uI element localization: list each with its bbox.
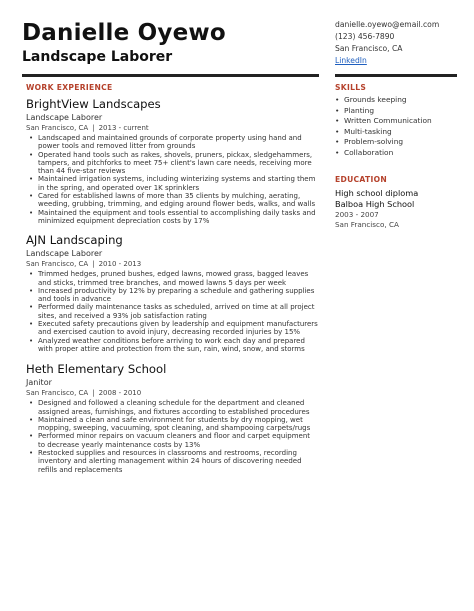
job-bullet: • Executed safety precautions given by leadership and equipment manufacturers and exercised caution to avoid injury, decreasing recorded injuries by 15% — [26, 320, 318, 337]
job-meta: San Francisco, CA | 2010 - 2013 — [26, 260, 142, 269]
job-bullet: • Cared for established lawns of more than 35 clients by mulching, aerating, weeding, grubbing, trimming, and edging around flower beds, walks, and walls — [26, 192, 318, 209]
skill-item: • Written Communication — [335, 116, 457, 127]
side-column — [335, 82, 457, 230]
job-bullet: • Restocked supplies and resources in classrooms and restrooms, recording inventory and alerting management within 24 hours of discovering needed refills and replacements — [26, 449, 318, 474]
skills-list — [335, 95, 457, 158]
job-bullet: • Maintained irrigation systems, including winterizing systems and starting them in the spring, and operated over 1K sprinklers — [26, 175, 318, 192]
skills-heading: SKILLS — [335, 83, 367, 92]
job-company: AJN Landscaping — [26, 233, 123, 248]
job-location: San Francisco, CA — [26, 389, 89, 398]
candidate-name: Danielle Oyewo — [22, 20, 226, 46]
resume-header — [22, 20, 312, 66]
header-divider-left — [22, 74, 319, 77]
job-bullets — [26, 270, 318, 353]
main-column — [26, 82, 318, 474]
job-entry — [26, 97, 318, 225]
contact-email[interactable]: danielle.oyewo@email.com — [335, 20, 440, 29]
skill-item: • Planting — [335, 106, 457, 117]
job-meta: San Francisco, CA | 2008 - 2010 — [26, 389, 142, 398]
job-dates: 2008 - 2010 — [98, 389, 142, 398]
job-bullets — [26, 399, 318, 474]
education-location: San Francisco, CA — [335, 220, 399, 229]
job-role: Janitor — [26, 378, 52, 388]
skill-item: • Problem-solving — [335, 137, 457, 148]
job-role: Landscape Laborer — [26, 249, 103, 259]
header-divider-right — [335, 74, 457, 77]
job-bullet: • Trimmed hedges, pruned bushes, edged lawns, mowed grass, bagged leaves and sticks, trimmed tree branches, and mowed lawns 5 days per week — [26, 270, 318, 287]
job-bullet: • Maintained a clean and safe environment for students by dry mopping, wet mopping, sweeping, vacuuming, spot cleaning, and shampooing carpets/rugs — [26, 416, 318, 433]
job-bullet: • Landscaped and maintained grounds of corporate property using hand and power tools and removed litter from grounds — [26, 134, 318, 151]
job-entry — [26, 362, 318, 474]
job-bullet: • Operated hand tools such as rakes, shovels, pruners, pickax, sledgehammers, tampers, and pitchforks to meet 75+ client's lawn care needs, receiving more than 44 five-star reviews — [26, 151, 318, 176]
job-company: BrightView Landscapes — [26, 97, 161, 111]
job-bullet: • Designed and followed a cleaning schedule for the department and cleaned assigned areas, furnishings, and fixtures according to established procedures — [26, 399, 318, 416]
skill-item: • Multi-tasking — [335, 127, 457, 138]
job-location: San Francisco, CA — [26, 124, 89, 132]
job-bullet: • Analyzed weather conditions before arriving to work each day and prepared with proper attire and protection from the sun, rain, wind, snow, and storms — [26, 337, 318, 354]
job-bullets — [26, 134, 318, 225]
skill-item: • Grounds keeping — [335, 95, 457, 106]
job-role: Landscape Laborer — [26, 113, 103, 122]
education-degree: High school diploma — [335, 188, 419, 198]
work-experience-heading: WORK EXPERIENCE — [26, 83, 113, 92]
job-bullet: • Performed daily maintenance tasks as scheduled, arrived on time at all project sites, and received a 93% job satisfaction rating — [26, 303, 318, 320]
job-dates: 2013 - current — [98, 124, 149, 132]
candidate-title: Landscape Laborer — [22, 49, 173, 65]
job-dates: 2010 - 2013 — [98, 260, 142, 269]
job-bullet: • Maintained the equipment and tools essential to accomplishing daily tasks and minimized equipment depreciation costs by 17% — [26, 209, 318, 226]
job-company: Heth Elementary School — [26, 362, 167, 377]
contact-block — [335, 19, 439, 67]
education-dates: 2003 - 2007 — [335, 210, 379, 219]
job-bullet: • Performed minor repairs on vacuum cleaners and floor and carpet equipment to decrease yearly maintenance costs by 13% — [26, 432, 318, 449]
education-heading: EDUCATION — [335, 175, 388, 184]
job-location: San Francisco, CA — [26, 260, 89, 269]
contact-phone: (123) 456-7890 — [335, 32, 395, 41]
skill-item: • Collaboration — [335, 148, 457, 159]
job-bullet: • Increased productivity by 12% by preparing a schedule and gathering supplies and tools in advance — [26, 287, 318, 304]
education-school: Balboa High School — [335, 199, 415, 209]
job-entry — [26, 233, 318, 353]
linkedin-link[interactable]: LinkedIn — [335, 56, 367, 65]
contact-location: San Francisco, CA — [335, 44, 403, 53]
job-meta: San Francisco, CA | 2013 - current — [26, 124, 149, 132]
